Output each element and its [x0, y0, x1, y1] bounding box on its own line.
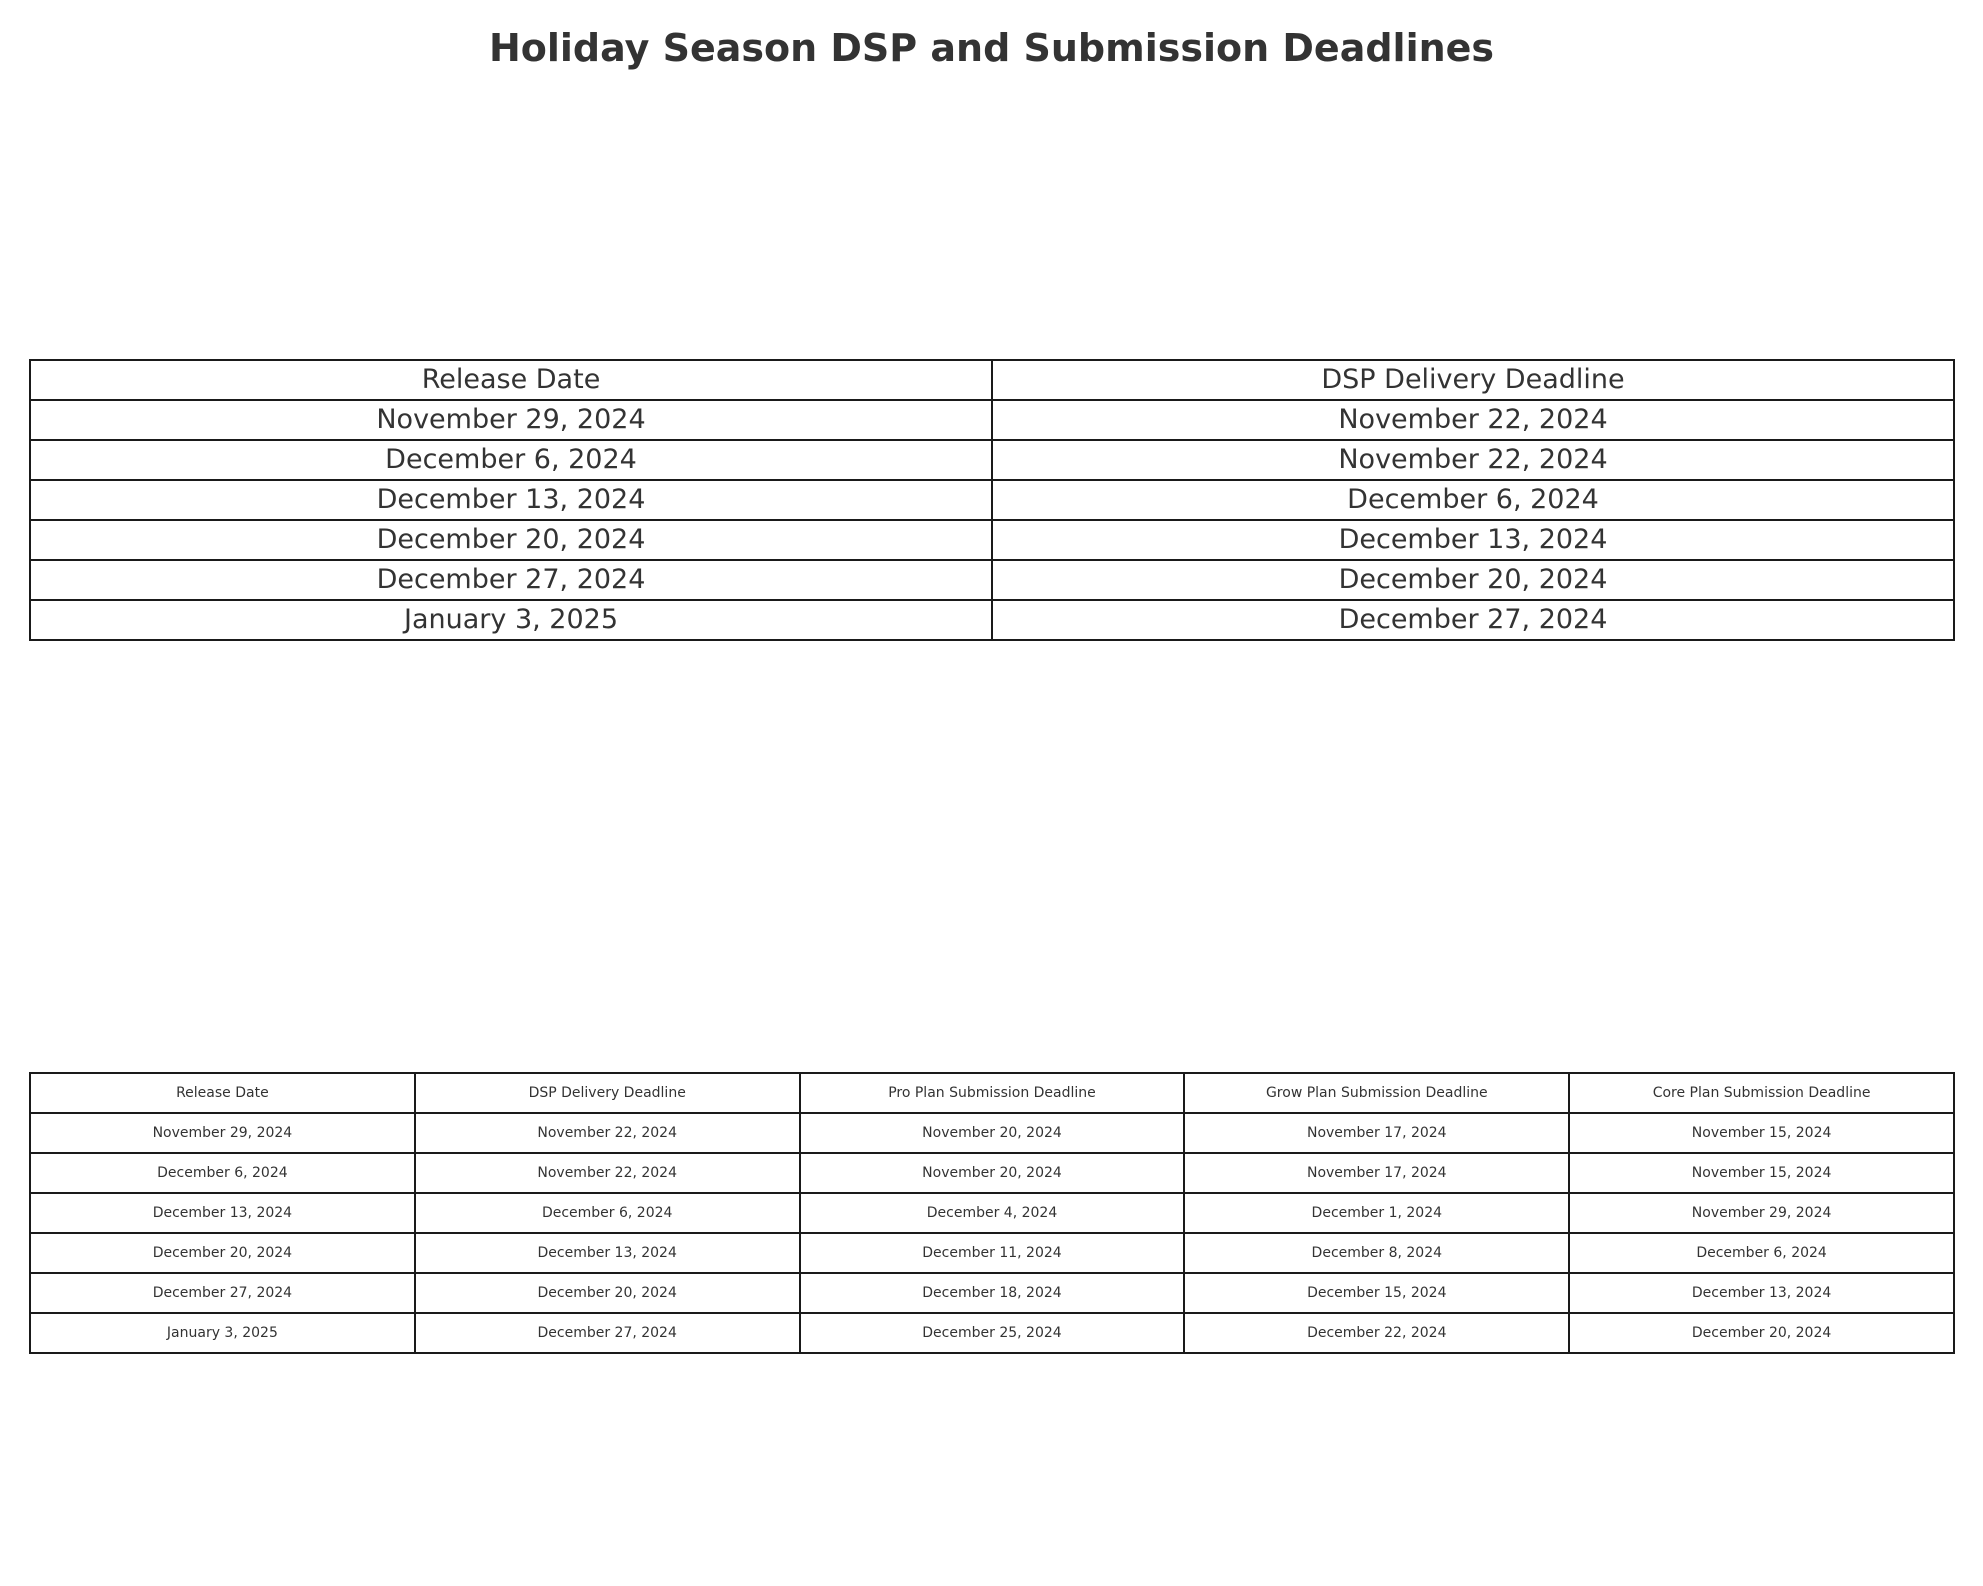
table-cell: November 29, 2024	[30, 400, 992, 440]
table-cell: December 27, 2024	[992, 600, 1954, 640]
table-row	[30, 1233, 1954, 1273]
submission-deadline-table	[29, 1072, 1955, 1354]
table-cell: December 27, 2024	[30, 1273, 415, 1313]
table-cell: January 3, 2025	[30, 600, 992, 640]
table-row	[30, 1153, 1954, 1193]
table-cell: December 27, 2024	[415, 1313, 800, 1353]
table-row	[30, 1113, 1954, 1153]
column-header: DSP Delivery Deadline	[992, 360, 1954, 400]
table-cell: January 3, 2025	[30, 1313, 415, 1353]
table-cell: November 22, 2024	[992, 440, 1954, 480]
table-cell: November 15, 2024	[1569, 1153, 1954, 1193]
table-row	[30, 400, 1954, 440]
column-header: Release Date	[30, 1073, 415, 1113]
table-cell: November 22, 2024	[415, 1153, 800, 1193]
table-cell: December 20, 2024	[30, 1233, 415, 1273]
column-header: Pro Plan Submission Deadline	[800, 1073, 1185, 1113]
column-header: Release Date	[30, 360, 992, 400]
table-cell: December 20, 2024	[992, 560, 1954, 600]
table-cell: December 25, 2024	[800, 1313, 1185, 1353]
table-cell: December 13, 2024	[30, 480, 992, 520]
table-cell: December 18, 2024	[800, 1273, 1185, 1313]
table-cell: December 13, 2024	[1569, 1273, 1954, 1313]
table-row	[30, 440, 1954, 480]
table-cell: November 22, 2024	[415, 1113, 800, 1153]
table-row	[30, 600, 1954, 640]
table-cell: December 6, 2024	[1569, 1233, 1954, 1273]
table-cell: December 22, 2024	[1184, 1313, 1569, 1353]
table-cell: November 29, 2024	[1569, 1193, 1954, 1233]
table-cell: December 8, 2024	[1184, 1233, 1569, 1273]
table-cell: December 6, 2024	[30, 1153, 415, 1193]
table-cell: November 22, 2024	[992, 400, 1954, 440]
table-row	[30, 1313, 1954, 1353]
column-header: DSP Delivery Deadline	[415, 1073, 800, 1113]
table-cell: November 29, 2024	[30, 1113, 415, 1153]
table-cell: December 27, 2024	[30, 560, 992, 600]
table-cell: November 15, 2024	[1569, 1113, 1954, 1153]
table-header-row	[30, 1073, 1954, 1113]
table-row	[30, 1273, 1954, 1313]
column-header: Grow Plan Submission Deadline	[1184, 1073, 1569, 1113]
table-row	[30, 560, 1954, 600]
table-cell: December 6, 2024	[30, 440, 992, 480]
table-cell: December 6, 2024	[415, 1193, 800, 1233]
table-row	[30, 520, 1954, 560]
table-cell: December 13, 2024	[415, 1233, 800, 1273]
table-cell: November 20, 2024	[800, 1113, 1185, 1153]
table-cell: December 20, 2024	[415, 1273, 800, 1313]
table-cell: December 4, 2024	[800, 1193, 1185, 1233]
table-cell: November 17, 2024	[1184, 1113, 1569, 1153]
table-row	[30, 1193, 1954, 1233]
table-cell: December 20, 2024	[30, 520, 992, 560]
table-cell: December 20, 2024	[1569, 1313, 1954, 1353]
table-cell: December 15, 2024	[1184, 1273, 1569, 1313]
table-cell: December 13, 2024	[992, 520, 1954, 560]
table-cell: December 11, 2024	[800, 1233, 1185, 1273]
table-cell: December 13, 2024	[30, 1193, 415, 1233]
table-cell: December 1, 2024	[1184, 1193, 1569, 1233]
table-cell: December 6, 2024	[992, 480, 1954, 520]
dsp-deadline-table	[29, 359, 1955, 641]
page-title: Holiday Season DSP and Submission Deadlines	[488, 26, 1495, 70]
table-cell: November 17, 2024	[1184, 1153, 1569, 1193]
table-cell: November 20, 2024	[800, 1153, 1185, 1193]
table-header-row	[30, 360, 1954, 400]
table-row	[30, 480, 1954, 520]
column-header: Core Plan Submission Deadline	[1569, 1073, 1954, 1113]
